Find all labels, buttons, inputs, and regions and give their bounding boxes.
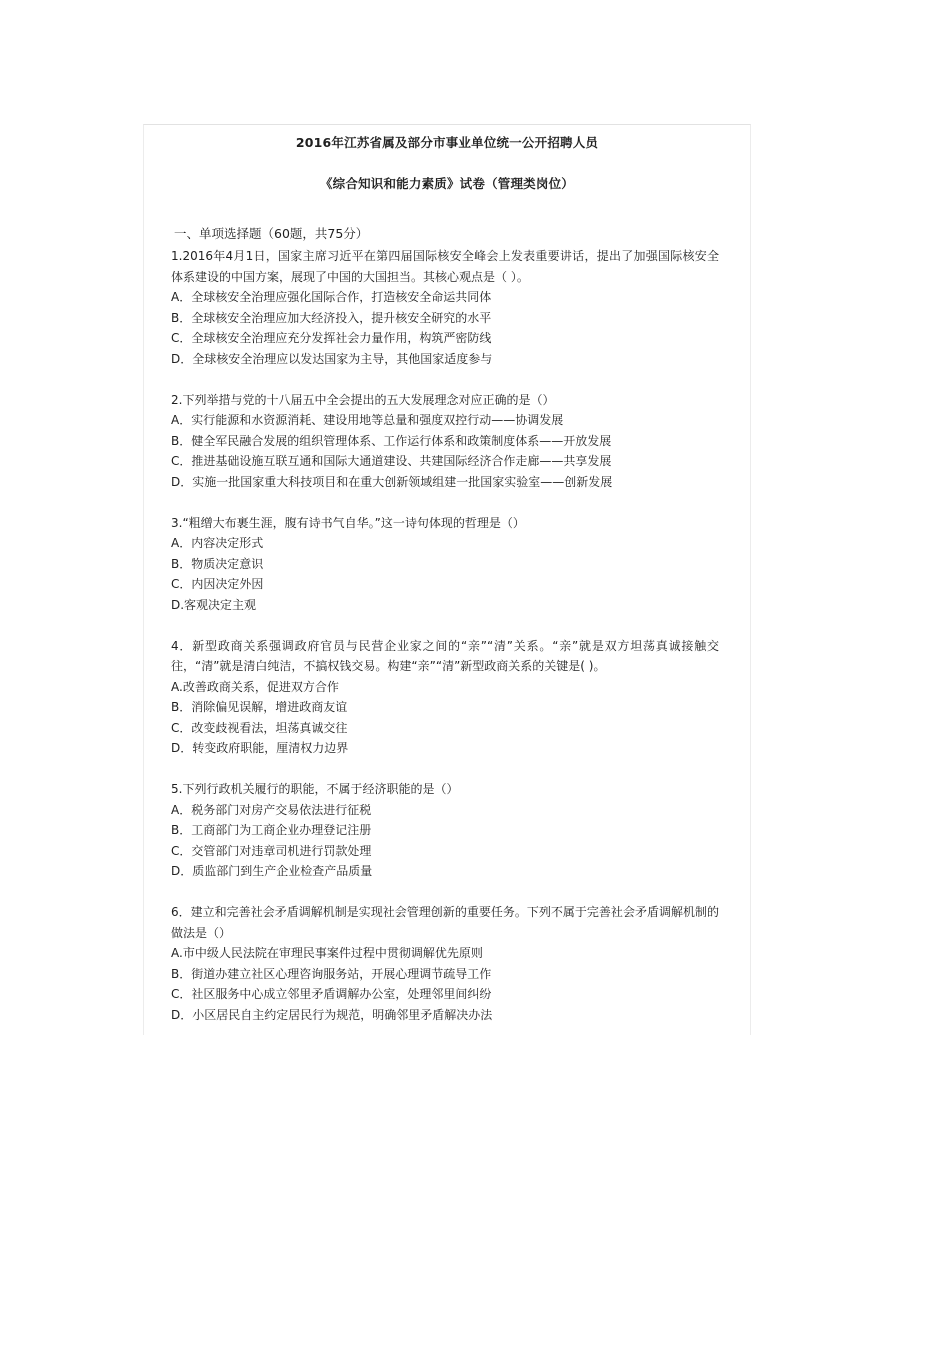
- option-d: D．质监部门到生产企业检查产品质量: [171, 864, 373, 879]
- question-stem: 4．新型政商关系强调政府官员与民营企业家之间的“亲”“清”关系。“亲”就是双方坦荡真诚接触交往，“清”就是清白纯洁，不搞权钱交易。构建“亲”“清”新型政商关系的关键是( )。: [171, 638, 719, 674]
- question-stem: 6．建立和完善社会矛盾调解机制是实现社会管理创新的重要任务。下列不属于完善社会矛盾调解机制的做法是（）: [171, 905, 719, 940]
- option-b: B．工商部门为工商企业办理登记注册: [171, 823, 372, 838]
- question-4: [171, 636, 731, 760]
- question-list: [171, 246, 731, 1046]
- question-3: [171, 513, 731, 616]
- option-a: A.市中级人民法院在审理民事案件过程中贯彻调解优先原则: [171, 946, 483, 961]
- exam-title: 2016年江苏省属及部分市事业单位统一公开招聘人员: [295, 135, 599, 150]
- question-stem: 5.下列行政机关履行的职能，不属于经济职能的是（）: [171, 782, 459, 797]
- section-heading: 一、单项选择题（60题，共75分）: [174, 226, 369, 241]
- option-d: D．实施一批国家重大科技项目和在重大创新领域组建一批国家实验室——创新发展: [171, 474, 613, 489]
- question-2: [171, 390, 731, 493]
- option-b: B．健全军民融合发展的组织管理体系、工作运行体系和政策制度体系——开放发展: [171, 433, 612, 448]
- question-1: [171, 246, 731, 370]
- question-stem: 1.2016年4月1日，国家主席习近平在第四届国际核安全峰会上发表重要讲话，提出了加强国际核安全体系建设的中国方案，展现了中国的大国担当。其核心观点是（ ）。: [171, 249, 719, 284]
- option-a: A．全球核安全治理应强化国际合作，打造核安全命运共同体: [171, 290, 492, 305]
- exam-subtitle: 《综合知识和能力素质》试卷（管理类岗位）: [319, 176, 574, 191]
- question-stem: 2.下列举措与党的十八届五中全会提出的五大发展理念对应正确的是（）: [171, 392, 555, 407]
- option-a: A.改善政商关系，促进双方合作: [171, 679, 339, 694]
- question-6: [171, 902, 731, 1026]
- option-b: B．全球核安全治理应加大经济投入，提升核安全研究的水平: [171, 310, 492, 325]
- option-d: D．转变政府职能，厘清权力边界: [171, 741, 349, 756]
- option-d: D．全球核安全治理应以发达国家为主导，其他国家适度参与: [171, 351, 493, 366]
- option-d: D.客观决定主观: [171, 597, 257, 612]
- option-c: C．全球核安全治理应充分发挥社会力量作用，构筑严密防线: [171, 331, 492, 346]
- option-a: A．实行能源和水资源消耗、建设用地等总量和强度双控行动——协调发展: [171, 413, 564, 428]
- option-a: A．内容决定形式: [171, 536, 264, 551]
- option-c: C．改变歧视看法，坦荡真诚交往: [171, 720, 348, 735]
- question-5: [171, 779, 731, 882]
- option-c: C．内因决定外因: [171, 577, 264, 592]
- option-b: B．物质决定意识: [171, 556, 264, 571]
- option-d: D．小区居民自主约定居民行为规范，明确邻里矛盾解决办法: [171, 1008, 493, 1022]
- option-c: C．社区服务中心成立邻里矛盾调解办公室，处理邻里间纠纷: [171, 987, 492, 1002]
- option-b: B．消除偏见误解，增进政商友谊: [171, 700, 348, 715]
- option-c: C．推进基础设施互联互通和国际大通道建设、共建国际经济合作走廊——共享发展: [171, 454, 612, 469]
- option-a: A．税务部门对房产交易依法进行征税: [171, 802, 372, 817]
- option-c: C．交管部门对违章司机进行罚款处理: [171, 843, 372, 858]
- question-stem: 3.“粗缯大布裹生涯，腹有诗书气自华。”这一诗句体现的哲理是（）: [171, 515, 525, 530]
- option-b: B．街道办建立社区心理咨询服务站，开展心理调节疏导工作: [171, 966, 492, 981]
- scanned-exam-page: [143, 124, 751, 1035]
